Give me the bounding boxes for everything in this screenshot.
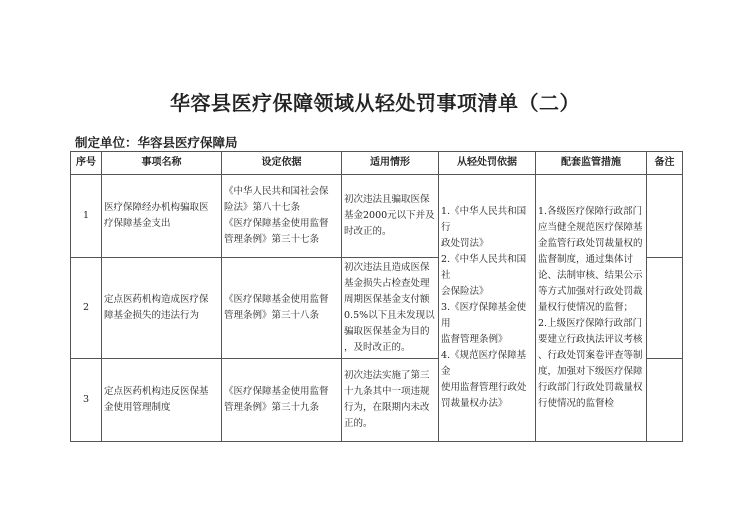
header-basis: 设定依据 — [222, 152, 342, 175]
remark — [647, 359, 683, 442]
header-name: 事项名称 — [102, 152, 222, 175]
legal-basis: 《医疗保障基金使用监督 管理条例》第三十九条 — [222, 359, 342, 442]
header-no: 序号 — [71, 152, 102, 175]
lenient-penalty-basis: 1.《中华人民共和国行 政处罚法》 2.《中华人民共和国社 会保险法》 3.《医疗保障基金使用 监督管理条例》 4.《规范医疗保障基金 使用监督管理行政处 罚裁量权办法》 — [439, 175, 536, 442]
remark — [647, 175, 683, 258]
page-title: 华容县医疗保障领域从轻处罚事项清单（二） — [170, 91, 580, 115]
header-situation: 适用情形 — [342, 152, 439, 175]
legal-basis: 《医疗保障基金使用监督 管理条例》第三十八条 — [222, 258, 342, 359]
applicable-situation: 初次违法且造成医保 基金损失占检查处理 周期医保基金支付额 0.5%以下且未发现以 骗取医保基金为目的 ，及时改正的。 — [342, 258, 439, 359]
applicable-situation: 初次违法实施了第三 十九条其中一项违规 行为，在限期内未改 正的。 — [342, 359, 439, 442]
item-name: 定点医药机构造成医疗保 障基金损失的违法行为 — [102, 258, 222, 359]
applicable-situation: 初次违法且骗取医保 基金2000元以下并及 时改正的。 — [342, 175, 439, 258]
row-number: 2 — [71, 258, 102, 359]
row-number: 1 — [71, 175, 102, 258]
table-header-row — [71, 152, 683, 175]
row-number: 3 — [71, 359, 102, 442]
supervision-measures: 1.各级医疗保障行政部门 应当健全规范医疗保障基 金监管行政处罚裁量权的 监督制度，通过集体讨 论、法制审核、结果公示 等方式加强对行政处罚裁 量权行使情况的监督； 2.上级医疗保障行政部门 要建立行政执法评议考核 、行政处罚案卷评查等制 度，加强对下级医疗保障 行政部门行政处罚裁量权 行使情况的监督检 — [536, 175, 647, 442]
item-name: 医疗保障经办机构骗取医 疗保障基金支出 — [102, 175, 222, 258]
remark — [647, 258, 683, 359]
header-remark: 备注 — [647, 152, 683, 175]
header-supervision: 配套监管措施 — [536, 152, 647, 175]
header-lenient-basis: 从轻处罚依据 — [439, 152, 536, 175]
legal-basis: 《中华人民共和国社会保 险法》第八十七条 《医疗保障基金使用监督 管理条例》第三十七条 — [222, 175, 342, 258]
penalty-table — [70, 151, 683, 442]
table-row — [71, 175, 683, 258]
issuing-unit: 制定单位：华容县医疗保障局 — [75, 135, 238, 150]
item-name: 定点医药机构违反医保基 金使用管理制度 — [102, 359, 222, 442]
